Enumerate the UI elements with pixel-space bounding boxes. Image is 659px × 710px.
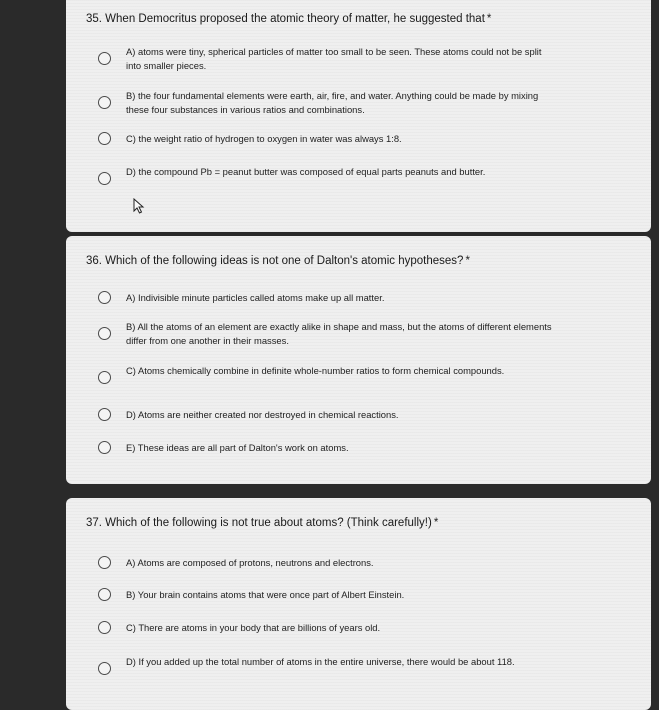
option-label: B) All the atoms of an element are exactly alike in shape and mass, but the atoms of different elements differ from one another in their masses. [126,321,552,346]
required-asterisk: * [486,13,492,25]
option-label: B) the four fundamental elements were earth, air, fire, and water. Anything could be made by mixing these four substances in various ratios and combinations. [126,90,539,115]
option-37-a[interactable] [98,556,637,570]
question-text: 35. When Democritus proposed the atomic theory of matter, he suggested that [86,13,485,25]
option-35-a[interactable] [98,45,637,73]
question-card-36 [66,236,651,484]
radio-button-icon[interactable] [98,132,111,145]
option-36-b[interactable] [98,320,637,348]
radio-button-icon[interactable] [98,408,111,421]
option-36-d[interactable] [98,408,637,422]
option-label: C) the weight ratio of hydrogen to oxygen in water was always 1:8. [126,133,402,144]
option-37-c[interactable] [98,621,637,635]
option-36-e[interactable] [98,441,637,455]
question-title-36 [86,255,637,267]
option-label: A) Atoms are composed of protons, neutrons and electrons. [126,557,374,568]
radio-button-icon[interactable] [98,327,111,340]
option-label: B) Your brain contains atoms that were once part of Albert Einstein. [126,589,405,600]
option-36-c[interactable] [98,364,637,384]
radio-button-icon[interactable] [98,621,111,634]
option-35-b[interactable] [98,89,637,117]
option-label: D) the compound Pb = peanut butter was composed of equal parts peanuts and butter. [126,166,486,177]
question-title-37 [86,517,637,529]
option-37-d[interactable] [98,655,637,675]
radio-button-icon[interactable] [98,588,111,601]
mouse-pointer-icon [133,198,145,214]
radio-button-icon[interactable] [98,52,111,65]
radio-button-icon[interactable] [98,371,111,384]
radio-button-icon[interactable] [98,441,111,454]
radio-button-icon[interactable] [98,172,111,185]
option-label: D) Atoms are neither created nor destroyed in chemical reactions. [126,409,399,420]
radio-button-icon[interactable] [98,96,111,109]
question-title-35 [86,13,637,25]
option-37-b[interactable] [98,588,637,602]
required-asterisk: * [433,517,439,529]
option-label: C) There are atoms in your body that are billions of years old. [126,622,381,633]
radio-button-icon[interactable] [98,556,111,569]
radio-button-icon[interactable] [98,662,111,675]
option-35-d[interactable] [98,165,637,185]
radio-button-icon[interactable] [98,291,111,304]
option-label: E) These ideas are all part of Dalton's work on atoms. [126,442,349,453]
question-text: 37. Which of the following is not true about atoms? (Think carefully!) [86,517,432,529]
question-card-35 [66,0,651,232]
question-card-37 [66,498,651,710]
option-label: D) If you added up the total number of atoms in the entire universe, there would be about 118. [126,656,515,667]
option-35-c[interactable] [98,132,637,146]
option-36-a[interactable] [98,291,637,305]
question-text: 36. Which of the following ideas is not one of Dalton's atomic hypotheses? [86,255,464,267]
option-label: A) atoms were tiny, spherical particles of matter too small to be seen. These atoms could not be split into smaller pieces. [126,46,542,71]
required-asterisk: * [465,255,470,267]
option-label: A) Indivisible minute particles called atoms make up all matter. [126,292,385,303]
option-label: C) Atoms chemically combine in definite whole-number ratios to form chemical compounds. [126,365,505,376]
